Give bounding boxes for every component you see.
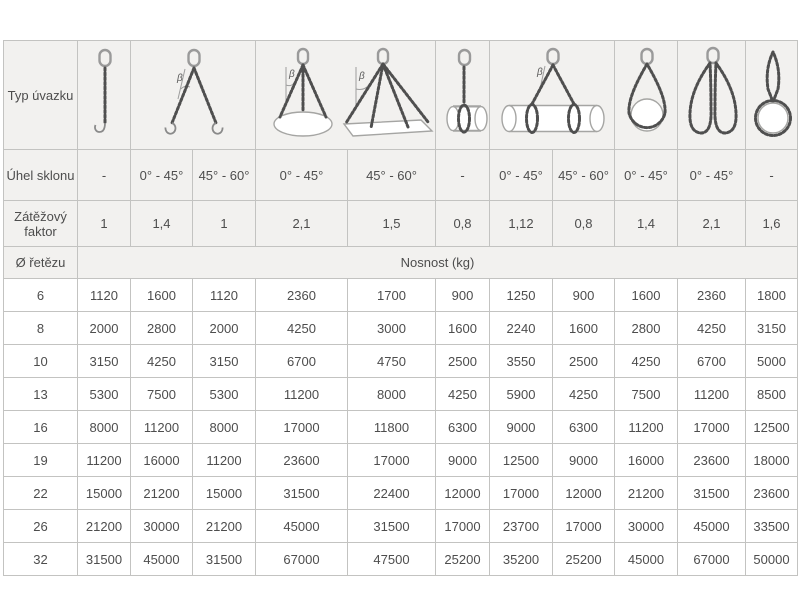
- angle-cell: 45° - 60°: [193, 150, 256, 201]
- factor-cell: 0,8: [436, 201, 490, 247]
- capacity-cell: 11200: [131, 411, 193, 444]
- cell-single-basket: [615, 41, 678, 150]
- capacity-cell: 2800: [615, 312, 678, 345]
- capacity-row: [4, 279, 798, 312]
- double-choker-hitch-icon: [492, 45, 614, 145]
- capacity-cell: 12000: [436, 477, 490, 510]
- capacity-cell: 15000: [193, 477, 256, 510]
- capacity-cell: 4250: [256, 312, 348, 345]
- svg-text:β: β: [359, 71, 365, 82]
- capacity-cell: 1120: [193, 279, 256, 312]
- capacity-cell: 15000: [78, 477, 131, 510]
- capacity-cell: 17000: [436, 510, 490, 543]
- factor-cell: 2,1: [678, 201, 746, 247]
- capacity-cell: 1600: [131, 279, 193, 312]
- capacity-cell: 12500: [746, 411, 798, 444]
- capacity-cell: 8000: [78, 411, 131, 444]
- capacity-row: [4, 411, 798, 444]
- diameter-cell: 16: [4, 411, 78, 444]
- capacity-cell: 35200: [490, 543, 553, 576]
- capacity-cell: 30000: [615, 510, 678, 543]
- two-leg-sling-icon: [133, 45, 255, 145]
- capacity-cell: 31500: [678, 477, 746, 510]
- angle-cell: 0° - 45°: [678, 150, 746, 201]
- svg-text:β: β: [177, 73, 183, 84]
- capacity-cell: 31500: [78, 543, 131, 576]
- capacity-cell: 6300: [553, 411, 615, 444]
- chain-sling-capacity-table: [3, 40, 798, 576]
- capacity-cell: 2500: [436, 345, 490, 378]
- capacity-cell: 2000: [193, 312, 256, 345]
- diameter-cell: 19: [4, 444, 78, 477]
- capacity-cell: 6700: [678, 345, 746, 378]
- capacity-cell: 11200: [615, 411, 678, 444]
- capacity-row: [4, 477, 798, 510]
- capacity-cell: 5900: [490, 378, 553, 411]
- capacity-cell: 1250: [490, 279, 553, 312]
- capacity-cell: 5300: [193, 378, 256, 411]
- capacity-cell: 47500: [348, 543, 436, 576]
- svg-text:β: β: [289, 69, 295, 80]
- capacity-row: [4, 543, 798, 576]
- sling-type-row: [4, 41, 798, 150]
- capacity-cell: 1600: [615, 279, 678, 312]
- diameter-cell: 22: [4, 477, 78, 510]
- capacity-cell: 18000: [746, 444, 798, 477]
- capacity-cell: 4250: [436, 378, 490, 411]
- capacity-cell: 4250: [553, 378, 615, 411]
- diameter-cell: 6: [4, 279, 78, 312]
- capacity-cell: 9000: [553, 444, 615, 477]
- angle-cell: 0° - 45°: [490, 150, 553, 201]
- angle-cell: 0° - 45°: [131, 150, 193, 201]
- capacity-cell: 21200: [193, 510, 256, 543]
- nosnost-header-cell: Nosnost (kg): [78, 247, 798, 279]
- factor-cell: 1,4: [131, 201, 193, 247]
- angle-cell: -: [78, 150, 131, 201]
- capacity-cell: 8000: [348, 378, 436, 411]
- capacity-cell: 4750: [348, 345, 436, 378]
- cell-single-leg: [78, 41, 131, 150]
- capacity-cell: 45000: [615, 543, 678, 576]
- capacity-cell: 3000: [348, 312, 436, 345]
- capacity-cell: 11200: [678, 378, 746, 411]
- factor-cell: 0,8: [553, 201, 615, 247]
- capacity-cell: 11800: [348, 411, 436, 444]
- capacity-cell: 11200: [78, 444, 131, 477]
- capacity-cell: 45000: [678, 510, 746, 543]
- capacity-cell: 25200: [553, 543, 615, 576]
- capacity-cell: 23700: [490, 510, 553, 543]
- single-choker-hitch-icon: [438, 45, 490, 145]
- capacity-cell: 3150: [746, 312, 798, 345]
- capacity-cell: 17000: [490, 477, 553, 510]
- factor-row: [4, 201, 798, 247]
- row-header-zatezovy-faktor: Zátěžový faktor: [4, 201, 78, 247]
- capacity-cell: 31500: [256, 477, 348, 510]
- capacity-cell: 23600: [678, 444, 746, 477]
- capacity-cell: 23600: [746, 477, 798, 510]
- capacity-cell: 2800: [131, 312, 193, 345]
- capacity-cell: 4250: [131, 345, 193, 378]
- cell-double-choker: [490, 41, 615, 150]
- capacity-cell: 1600: [436, 312, 490, 345]
- capacity-cell: 12000: [553, 477, 615, 510]
- capacity-cell: 30000: [131, 510, 193, 543]
- capacity-row: [4, 345, 798, 378]
- cell-two-leg: [131, 41, 256, 150]
- factor-cell: 1: [78, 201, 131, 247]
- capacity-cell: 2360: [256, 279, 348, 312]
- capacity-cell: 17000: [678, 411, 746, 444]
- diameter-cell: 32: [4, 543, 78, 576]
- factor-cell: 2,1: [256, 201, 348, 247]
- capacity-cell: 21200: [131, 477, 193, 510]
- capacity-cell: 4250: [678, 312, 746, 345]
- capacity-cell: 5000: [746, 345, 798, 378]
- capacity-cell: 2240: [490, 312, 553, 345]
- capacity-row: [4, 444, 798, 477]
- capacity-header-row: [4, 247, 798, 279]
- capacity-cell: 3150: [193, 345, 256, 378]
- capacity-cell: 8500: [746, 378, 798, 411]
- angle-cell: -: [436, 150, 490, 201]
- row-header-prumer-retezu: Ø řetězu: [4, 247, 78, 279]
- row-header-typ-uvazku: Typ úvazku: [4, 41, 78, 150]
- capacity-cell: 11200: [193, 444, 256, 477]
- capacity-cell: 33500: [746, 510, 798, 543]
- capacity-cell: 6700: [256, 345, 348, 378]
- capacity-cell: 31500: [193, 543, 256, 576]
- capacity-cell: 45000: [131, 543, 193, 576]
- angle-row: [4, 150, 798, 201]
- capacity-cell: 9000: [436, 444, 490, 477]
- capacity-cell: 12500: [490, 444, 553, 477]
- capacity-cell: 2500: [553, 345, 615, 378]
- angle-cell: 45° - 60°: [553, 150, 615, 201]
- diameter-cell: 8: [4, 312, 78, 345]
- capacity-cell: 67000: [256, 543, 348, 576]
- diameter-cell: 13: [4, 378, 78, 411]
- endless-sling-choked-icon: [748, 45, 798, 145]
- cell-single-choker: [436, 41, 490, 150]
- capacity-cell: 900: [436, 279, 490, 312]
- capacity-cell: 11200: [256, 378, 348, 411]
- capacity-cell: 8000: [193, 411, 256, 444]
- capacity-cell: 22400: [348, 477, 436, 510]
- capacity-row: [4, 378, 798, 411]
- capacity-cell: 45000: [256, 510, 348, 543]
- cell-endless-sling: [746, 41, 798, 150]
- capacity-cell: 4250: [615, 345, 678, 378]
- capacity-cell: 3550: [490, 345, 553, 378]
- diameter-cell: 26: [4, 510, 78, 543]
- angle-cell: 0° - 45°: [256, 150, 348, 201]
- capacity-cell: 6300: [436, 411, 490, 444]
- capacity-cell: 1600: [553, 312, 615, 345]
- capacity-cell: 31500: [348, 510, 436, 543]
- angle-cell: 45° - 60°: [348, 150, 436, 201]
- capacity-cell: 50000: [746, 543, 798, 576]
- capacity-row: [4, 312, 798, 345]
- capacity-cell: 1800: [746, 279, 798, 312]
- capacity-cell: 67000: [678, 543, 746, 576]
- capacity-cell: 3150: [78, 345, 131, 378]
- capacity-cell: 2360: [678, 279, 746, 312]
- capacity-cell: 21200: [615, 477, 678, 510]
- capacity-cell: 23600: [256, 444, 348, 477]
- single-basket-hitch-icon: [617, 45, 677, 145]
- three-four-leg-sling-icon: [258, 45, 436, 145]
- capacity-cell: 1700: [348, 279, 436, 312]
- factor-cell: 1: [193, 201, 256, 247]
- single-leg-sling-icon: [80, 45, 130, 145]
- capacity-cell: 1120: [78, 279, 131, 312]
- capacity-cell: 9000: [490, 411, 553, 444]
- capacity-cell: 7500: [615, 378, 678, 411]
- capacity-cell: 2000: [78, 312, 131, 345]
- factor-cell: 1,4: [615, 201, 678, 247]
- diameter-cell: 10: [4, 345, 78, 378]
- svg-text:β: β: [537, 67, 543, 78]
- angle-cell: -: [746, 150, 798, 201]
- angle-cell: 0° - 45°: [615, 150, 678, 201]
- capacity-cell: 17000: [348, 444, 436, 477]
- factor-cell: 1,5: [348, 201, 436, 247]
- row-header-uhel-sklonu: Úhel sklonu: [4, 150, 78, 201]
- capacity-cell: 5300: [78, 378, 131, 411]
- capacity-cell: 7500: [131, 378, 193, 411]
- capacity-cell: 900: [553, 279, 615, 312]
- capacity-cell: 17000: [553, 510, 615, 543]
- capacity-cell: 16000: [131, 444, 193, 477]
- factor-cell: 1,12: [490, 201, 553, 247]
- cell-double-basket: [678, 41, 746, 150]
- capacity-cell: 25200: [436, 543, 490, 576]
- cell-three-four-leg: [256, 41, 436, 150]
- capacity-cell: 16000: [615, 444, 678, 477]
- capacity-cell: 17000: [256, 411, 348, 444]
- capacity-row: [4, 510, 798, 543]
- double-basket-hitch-icon: [680, 45, 746, 145]
- capacity-cell: 21200: [78, 510, 131, 543]
- factor-cell: 1,6: [746, 201, 798, 247]
